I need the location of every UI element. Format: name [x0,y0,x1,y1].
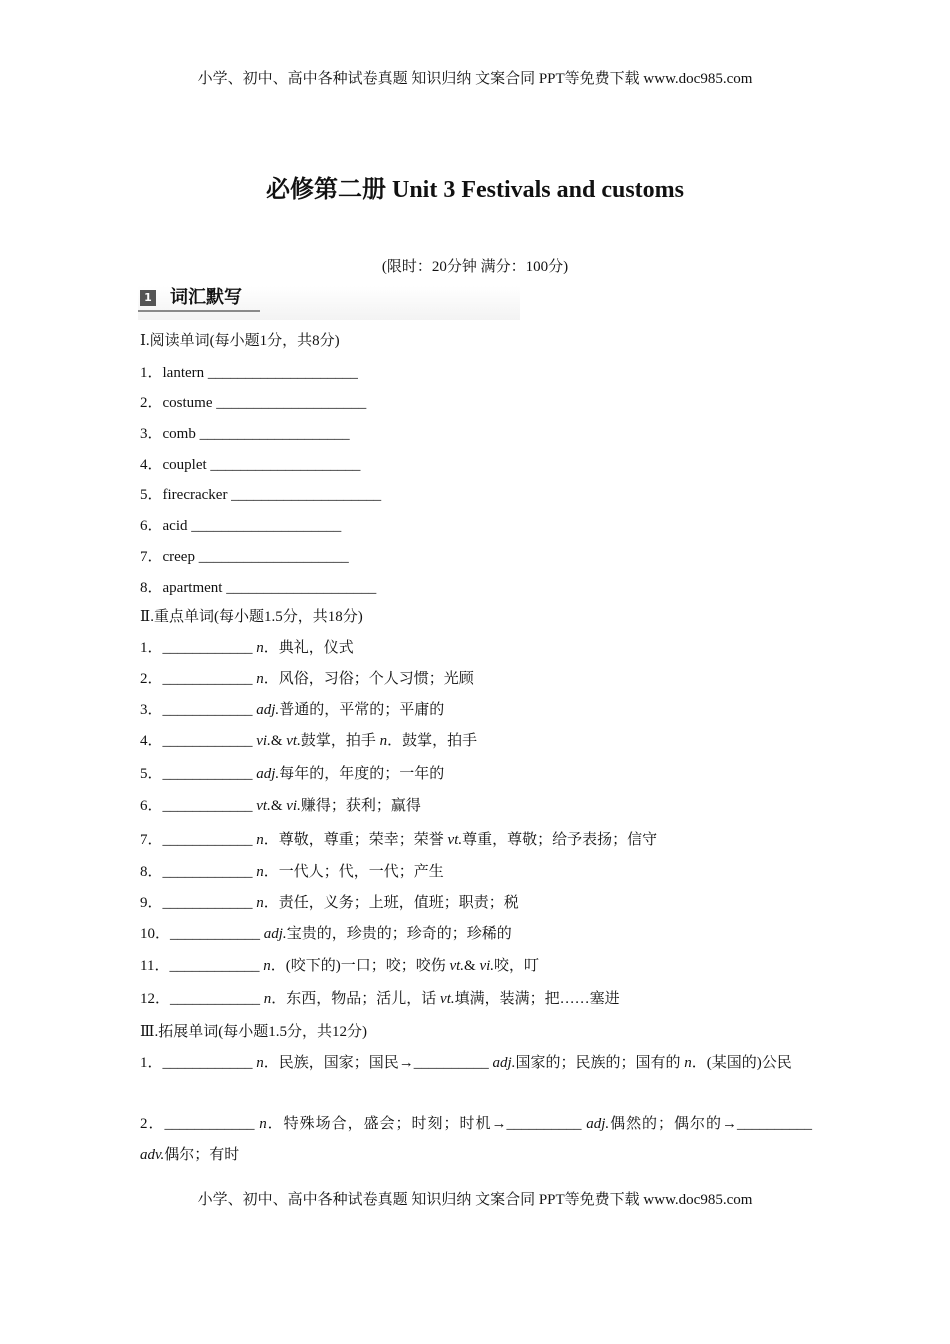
vocab-item [140,638,354,658]
item-text: ．鼓掌，拍手 [387,733,478,749]
item-text: 10．____________ [140,926,264,942]
item-text: ．尊敬，尊重；荣幸；荣誉 [263,832,448,848]
document-title: 必修第二册 Unit 3 Festivals and customs [265,177,685,203]
part-of-speech: adj. [256,766,280,782]
vocab-item [140,485,381,505]
part-of-speech: adj. [256,702,280,718]
part-of-speech: adj. [263,926,287,942]
part-of-speech: vt. [286,733,301,749]
item-text: ．东西，物品；活儿，话 [271,991,441,1007]
vocab-item [140,830,657,850]
part-heading: Ⅲ.拓展单词(每小题1.5分，共12分) [140,1024,367,1040]
item-text: 4．couplet ____________________ [140,457,361,473]
item-text: ．特殊场合，盛会；时刻；时机→__________ [266,1116,587,1132]
item-text: 9．____________ [140,895,257,911]
item-text: 赚得；获利；赢得 [300,798,421,814]
item-text: 4．____________ [140,733,257,749]
item-text: ．一代人；代，一代；产生 [263,864,444,880]
vocab-item [140,862,444,882]
item-text: & [270,798,287,814]
section-title: 词汇默写 [170,287,242,308]
part-of-speech: vt. [440,991,455,1007]
part-of-speech: vi. [256,733,271,749]
item-text: 11．____________ [140,958,264,974]
item-text: 鼓掌，拍手 [300,733,380,749]
part-of-speech: vi. [286,798,301,814]
item-text: 7．____________ [140,832,257,848]
part-of-speech: adv. [140,1147,165,1163]
item-text: 尊重，尊敬；给予表扬；信守 [462,832,658,848]
vocab-item [140,731,477,751]
item-text: ．(咬下的)一口；咬；咬伤 [270,958,450,974]
item-text: 8．apartment ____________________ [140,580,377,596]
item-text: ．责任，义务；上班，值班；职责；税 [263,895,519,911]
item-text: 5．____________ [140,766,257,782]
item-text: 1．____________ [140,640,257,656]
part-of-speech: n [256,1055,264,1071]
vocab-item [140,764,444,784]
item-text: ．典礼，仪式 [263,640,354,656]
vocab-item [140,363,358,383]
part-of-speech: n [256,640,264,656]
item-text: 填满，装满；把……塞进 [454,991,620,1007]
item-text: 偶然的；偶尔的→__________ [609,1116,812,1132]
part-heading: Ⅰ.阅读单词(每小题1分，共8分) [140,333,340,349]
item-text: 7．creep ____________________ [140,549,349,565]
part-of-speech: adj. [492,1055,516,1071]
part-of-speech: vt. [449,958,465,974]
item-text: & [464,958,480,974]
item-text: 1．lantern ____________________ [140,365,358,381]
vocab-item [140,700,444,720]
part-of-speech: n [256,895,264,911]
item-text: ．民族，国家；国民→__________ [263,1055,493,1071]
part-of-speech: n [263,991,272,1007]
part-of-speech: vt. [447,832,463,848]
part-of-speech: vi. [479,958,495,974]
item-text: 国家的；民族的；国有的 [515,1055,685,1071]
part-of-speech: n [263,958,271,974]
item-text: 宝贵的，珍贵的；珍奇的；珍稀的 [286,926,512,942]
item-text: ．(某国的)公民 [691,1055,792,1071]
item-text: 普通的，平常的；平庸的 [279,702,445,718]
item-text: 6．____________ [140,798,257,814]
item-text: 6．acid ____________________ [140,518,342,534]
item-text: 5．firecracker ____________________ [140,487,382,503]
part-of-speech: n [256,671,264,687]
item-text: 每年的，年度的；一年的 [279,766,445,782]
page-footer: 小学、初中、高中各种试卷真题 知识归纳 文案合同 PPT等免费下载 www.doc985.com [197,1192,753,1208]
item-text: 咬，叮 [494,958,540,974]
part-of-speech: n [379,733,388,749]
vocab-item [140,1109,812,1171]
vocab-item [140,547,349,567]
time-score-limit: (限时：20分钟 满分：100分) [381,259,569,275]
vocab-item [140,956,539,976]
vocab-item [140,989,620,1009]
vocab-item [140,516,341,536]
item-text: 3．comb ____________________ [140,426,350,442]
item-text: 偶尔；有时 [164,1147,240,1163]
part-heading: Ⅱ.重点单词(每小题1.5分，共18分) [140,609,363,625]
item-text: 1．____________ [140,1055,257,1071]
vocab-item [140,1048,812,1079]
section-number-icon: 1 [140,290,156,306]
vocab-item [140,455,360,475]
vocab-item [140,578,376,598]
item-text: 12．____________ [140,991,264,1007]
item-text: & [270,733,287,749]
part-of-speech: adj. [586,1116,610,1132]
vocab-item [140,924,512,944]
vocab-item [140,669,474,689]
part-of-speech: vt. [256,798,271,814]
vocab-item [140,893,519,913]
part-of-speech: n [256,832,264,848]
vocab-item [140,393,366,413]
part-of-speech: n [256,864,264,880]
item-text: 2．____________ [140,1116,260,1132]
item-text: ．风俗，习俗；个人习惯；光顾 [263,671,474,687]
item-text: 2．costume ____________________ [140,395,367,411]
vocab-item [140,424,350,444]
section-banner [138,286,520,320]
item-text: 8．____________ [140,864,257,880]
item-text: 2．____________ [140,671,257,687]
item-text: 3．____________ [140,702,257,718]
vocab-item [140,796,421,816]
part-of-speech: n [684,1055,692,1071]
page-header: 小学、初中、高中各种试卷真题 知识归纳 文案合同 PPT等免费下载 www.doc985.com [197,71,753,87]
part-of-speech: n [259,1116,267,1132]
